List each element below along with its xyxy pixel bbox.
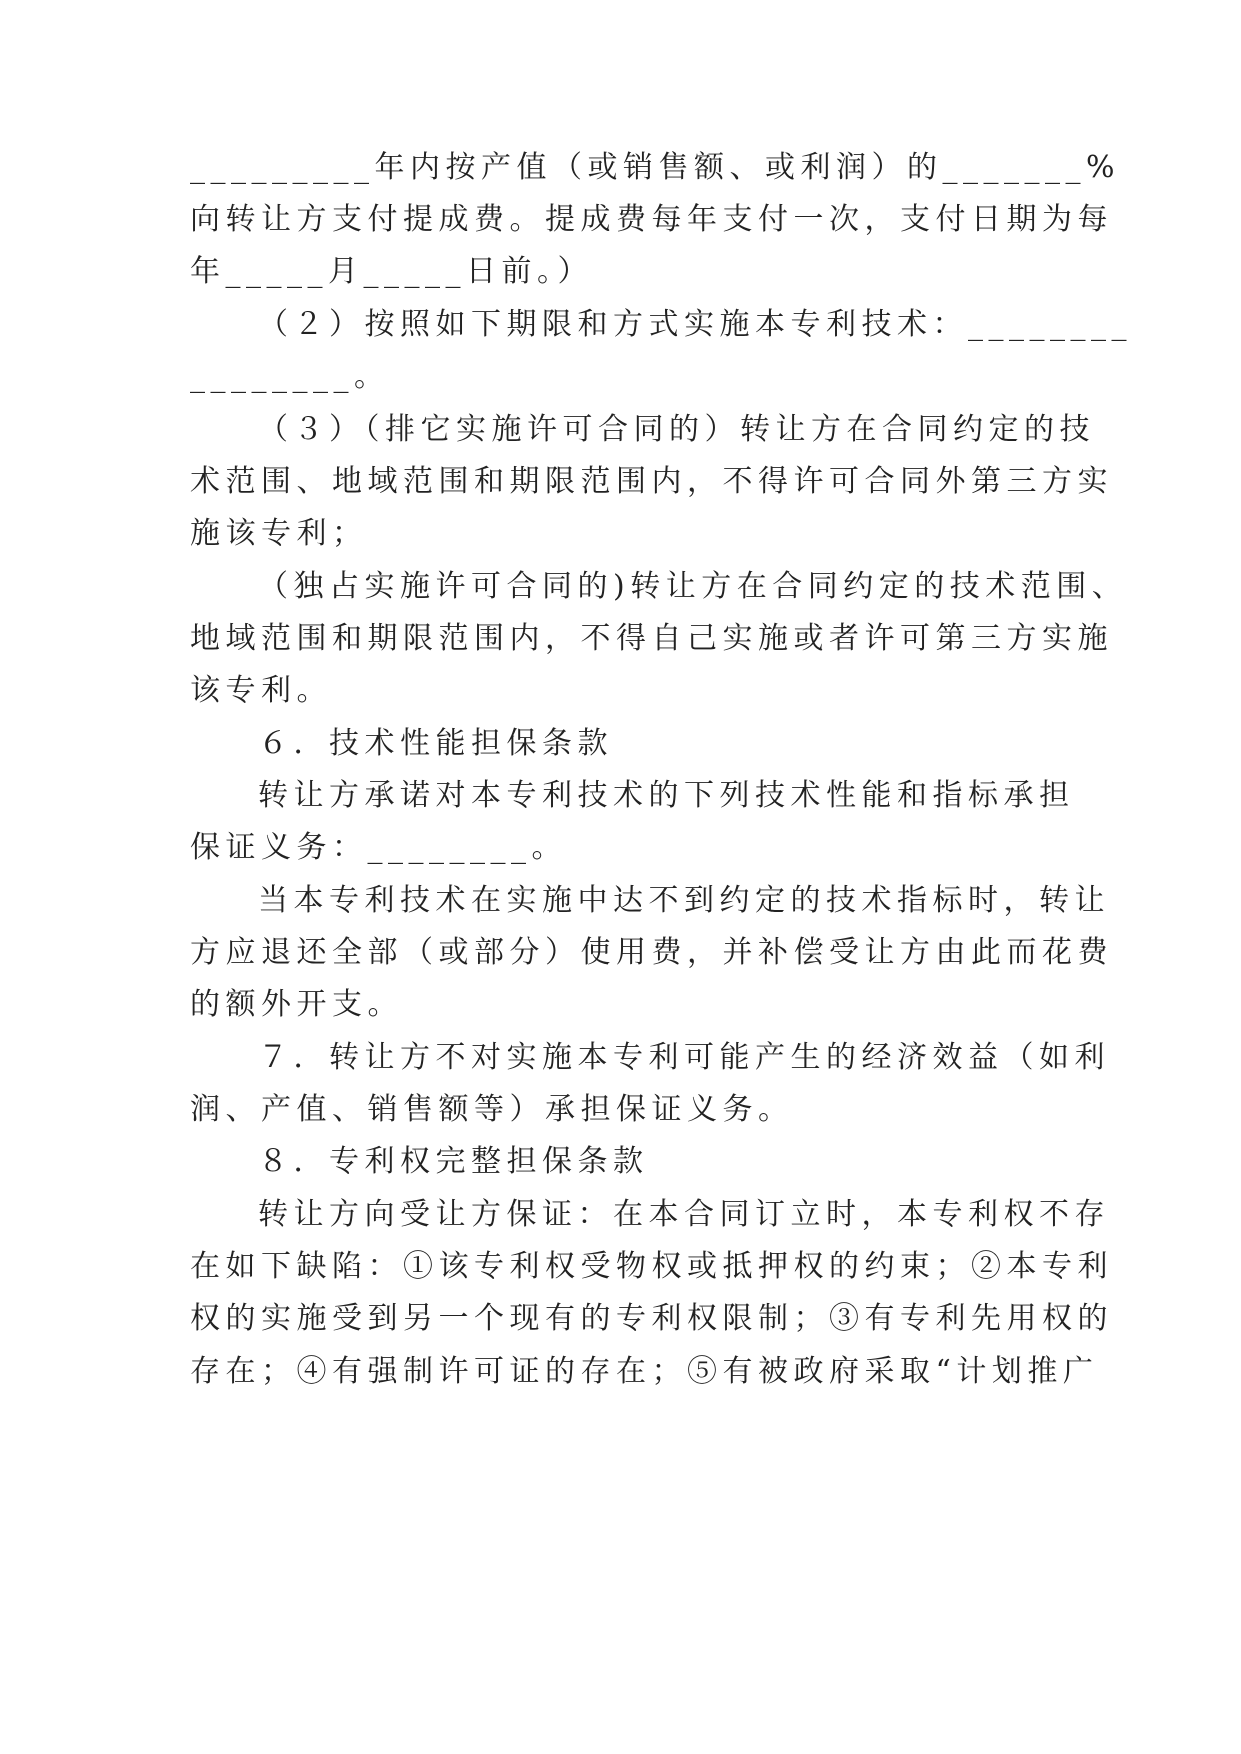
section-heading: ６．技术性能担保条款 (258, 726, 613, 761)
text-line: 存在；④有强制许可证的存在；⑤有被政府采取“计划推广 (190, 1354, 1099, 1389)
text-line: 该专利。 (190, 673, 332, 708)
text-line: 权的实施受到另一个现有的专利权限制；③有专利先用权的 (190, 1301, 1113, 1336)
text-line: 方应退还全部（或部分）使用费，并补偿受让方由此而花费 (190, 935, 1113, 970)
text-line: （２）按照如下期限和方式实施本专利技术：________ (258, 307, 1132, 342)
text-line: 向转让方支付提成费。提成费每年支付一次，支付日期为每 (190, 202, 1113, 237)
section-heading: ７．转让方不对实施本专利可能产生的经济效益（如利 (258, 1040, 1110, 1075)
text-line: ________。 (190, 359, 390, 394)
text-line: 施该专利； (190, 516, 368, 551)
text-line: 转让方承诺对本专利技术的下列技术性能和指标承担 (258, 778, 1075, 813)
text-line: 在如下缺陷：①该专利权受物权或抵押权的约束；②本专利 (190, 1249, 1113, 1284)
text-line: （独占实施许可合同的)转让方在合同约定的技术范围、 (258, 569, 1128, 604)
text-line: 润、产值、销售额等）承担保证义务。 (190, 1092, 794, 1127)
text-line: _________年内按产值（或销售额、或利润）的_______% (190, 150, 1121, 185)
text-line: （３）（排它实施许可合同的）转让方在合同约定的技 (258, 412, 1095, 447)
text-line: 转让方向受让方保证：在本合同订立时，本专利权不存 (258, 1197, 1110, 1232)
text-line: 地域范围和期限范围内，不得自己实施或者许可第三方实施 (190, 621, 1113, 656)
section-heading: ８．专利权完整担保条款 (258, 1144, 649, 1179)
text-line: 的额外开支。 (190, 987, 403, 1022)
text-line: 保证义务：________。 (190, 830, 567, 865)
text-line: 当本专利技术在实施中达不到约定的技术指标时，转让 (258, 883, 1110, 918)
text-line: 年_____月_____日前。） (190, 254, 593, 289)
text-line: 术范围、地域范围和期限范围内，不得许可合同外第三方实 (190, 464, 1113, 499)
